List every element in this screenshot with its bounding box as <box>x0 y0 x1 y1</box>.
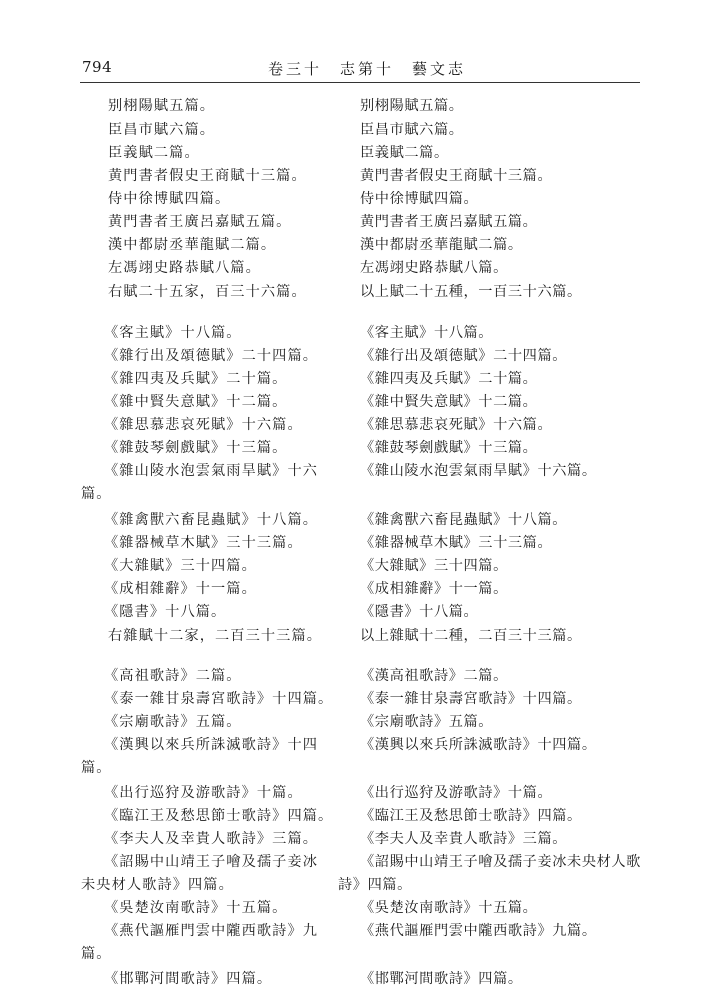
left-column-line: 《高祖歌詩》二篇。 <box>104 668 242 684</box>
left-column-line: 《泰一雜甘泉壽宮歌詩》十四篇。 <box>104 691 334 707</box>
left-column-line: 《雜器械草木賦》三十三篇。 <box>104 535 303 551</box>
left-column-line: 漢中都尉丞華龍賦二篇。 <box>108 237 277 253</box>
right-column-line: 臣昌市賦六篇。 <box>360 122 464 138</box>
left-column-line: 别栩陽賦五篇。 <box>108 98 216 114</box>
left-column-line: 《李夫人及幸貴人歌詩》三篇。 <box>104 831 319 847</box>
left-column-line: 未央材人歌詩》四篇。 <box>81 877 234 893</box>
right-column-line: 《漢興以來兵所誅滅歌詩》十四篇。 <box>360 737 597 753</box>
page-number: 794 <box>82 58 113 76</box>
right-column-line: 《成相雜辭》十一篇。 <box>360 581 508 597</box>
left-column-line: 《隱書》十八篇。 <box>104 604 227 620</box>
left-column-line: 《雜中賢失意賦》十二篇。 <box>104 394 288 410</box>
left-column-line: 《雜行出及頌德賦》二十四篇。 <box>104 348 319 364</box>
left-column-line: 左馮翊史路恭賦八篇。 <box>108 260 261 276</box>
right-column-line: 《漢高祖歌詩》二篇。 <box>360 668 508 684</box>
left-column-line: 《燕代謳雁門雲中隴西歌詩》九 <box>104 923 319 939</box>
right-column-line: 《邯鄲河間歌詩》四篇。 <box>360 971 523 987</box>
right-column-line: 《雜四夷及兵賦》二十篇。 <box>360 371 538 387</box>
right-column-line: 《雜思慕悲哀死賦》十六篇。 <box>360 417 553 433</box>
right-column-line: 《宗廟歌詩》五篇。 <box>360 714 494 730</box>
right-column-line: 漢中都尉丞華龍賦二篇。 <box>360 237 523 253</box>
left-column-line: 《客主賦》十八篇。 <box>104 325 242 341</box>
right-column-line: 臣義賦二篇。 <box>360 145 449 161</box>
right-column-line: 以上賦二十五種，一百三十六篇。 <box>360 284 582 300</box>
left-column-line: 《雜四夷及兵賦》二十篇。 <box>104 371 288 387</box>
left-column-line: 《成相雜辭》十一篇。 <box>104 581 257 597</box>
right-column-line: 《雜行出及頌德賦》二十四篇。 <box>360 348 568 364</box>
left-column-line: 篇。 <box>81 760 112 776</box>
right-column-line: 《客主賦》十八篇。 <box>360 325 494 341</box>
left-column-line: 臣昌市賦六篇。 <box>108 122 216 138</box>
right-column-line: 《雜鼓琴劍戲賦》十三篇。 <box>360 440 538 456</box>
right-column-line: 黄門書者王廣呂嘉賦五篇。 <box>360 214 538 230</box>
right-column-line: 侍中徐博賦四篇。 <box>360 191 479 207</box>
right-column-line: 《大雜賦》三十四篇。 <box>360 558 508 574</box>
left-column-line: 篇。 <box>81 946 112 962</box>
right-column-line: 《隱書》十八篇。 <box>360 604 479 620</box>
right-column-line: 《臨江王及愁思節士歌詩》四篇。 <box>360 808 582 824</box>
right-column-line: 以上雜賦十二種，二百三十三篇。 <box>360 628 582 644</box>
left-column-line: 《雜山陵水泡雲氣雨旱賦》十六 <box>104 463 319 479</box>
left-column-line: 《邯鄲河間歌詩》四篇。 <box>104 971 273 987</box>
right-column-line: 别栩陽賦五篇。 <box>360 98 464 114</box>
running-head: 卷三十 志第十 藝文志 <box>268 60 467 78</box>
right-column-line: 《雜山陵水泡雲氣雨旱賦》十六篇。 <box>360 463 597 479</box>
left-column-line: 《臨江王及愁思節士歌詩》四篇。 <box>104 808 334 824</box>
right-column-line: 黄門書者假史王商賦十三篇。 <box>360 168 553 184</box>
header-rule <box>80 82 640 83</box>
right-column-line: 《雜中賢失意賦》十二篇。 <box>360 394 538 410</box>
right-column-line: 《雜器械草木賦》三十三篇。 <box>360 535 553 551</box>
left-column-line: 《漢興以來兵所誅滅歌詩》十四 <box>104 737 319 753</box>
left-column-line: 右雜賦十二家，二百三十三篇。 <box>108 628 323 644</box>
left-column-line: 《大雜賦》三十四篇。 <box>104 558 257 574</box>
left-column-line: 右賦二十五家，百三十六篇。 <box>108 284 307 300</box>
right-column-line: 詩》四篇。 <box>338 877 412 893</box>
right-column-line: 《泰一雜甘泉壽宮歌詩》十四篇。 <box>360 691 582 707</box>
right-column-line: 《李夫人及幸貴人歌詩》三篇。 <box>360 831 568 847</box>
left-column-line: 《雜鼓琴劍戲賦》十三篇。 <box>104 440 288 456</box>
right-column-line: 《詔賜中山靖王子噲及孺子妾冰未央材人歌 <box>360 854 641 870</box>
right-column-line: 左馮翊史路恭賦八篇。 <box>360 260 508 276</box>
left-column-line: 篇。 <box>81 486 112 502</box>
left-column-line: 黄門書者假史王商賦十三篇。 <box>108 168 307 184</box>
right-column-line: 《出行巡狩及游歌詩》十篇。 <box>360 785 553 801</box>
right-column-line: 《燕代謳雁門雲中隴西歌詩》九篇。 <box>360 923 597 939</box>
left-column-line: 侍中徐博賦四篇。 <box>108 191 231 207</box>
right-column-line: 《雜禽獸六畜昆蟲賦》十八篇。 <box>360 512 568 528</box>
left-column-line: 《雜禽獸六畜昆蟲賦》十八篇。 <box>104 512 319 528</box>
left-column-line: 黄門書者王廣呂嘉賦五篇。 <box>108 214 292 230</box>
left-column-line: 《宗廟歌詩》五篇。 <box>104 714 242 730</box>
left-column-line: 《雜思慕悲哀死賦》十六篇。 <box>104 417 303 433</box>
left-column-line: 臣義賦二篇。 <box>108 145 200 161</box>
left-column-line: 《詔賜中山靖王子噲及孺子妾冰 <box>104 854 319 870</box>
right-column-line: 《吳楚汝南歌詩》十五篇。 <box>360 900 538 916</box>
left-column-line: 《吳楚汝南歌詩》十五篇。 <box>104 900 288 916</box>
left-column-line: 《出行巡狩及游歌詩》十篇。 <box>104 785 303 801</box>
